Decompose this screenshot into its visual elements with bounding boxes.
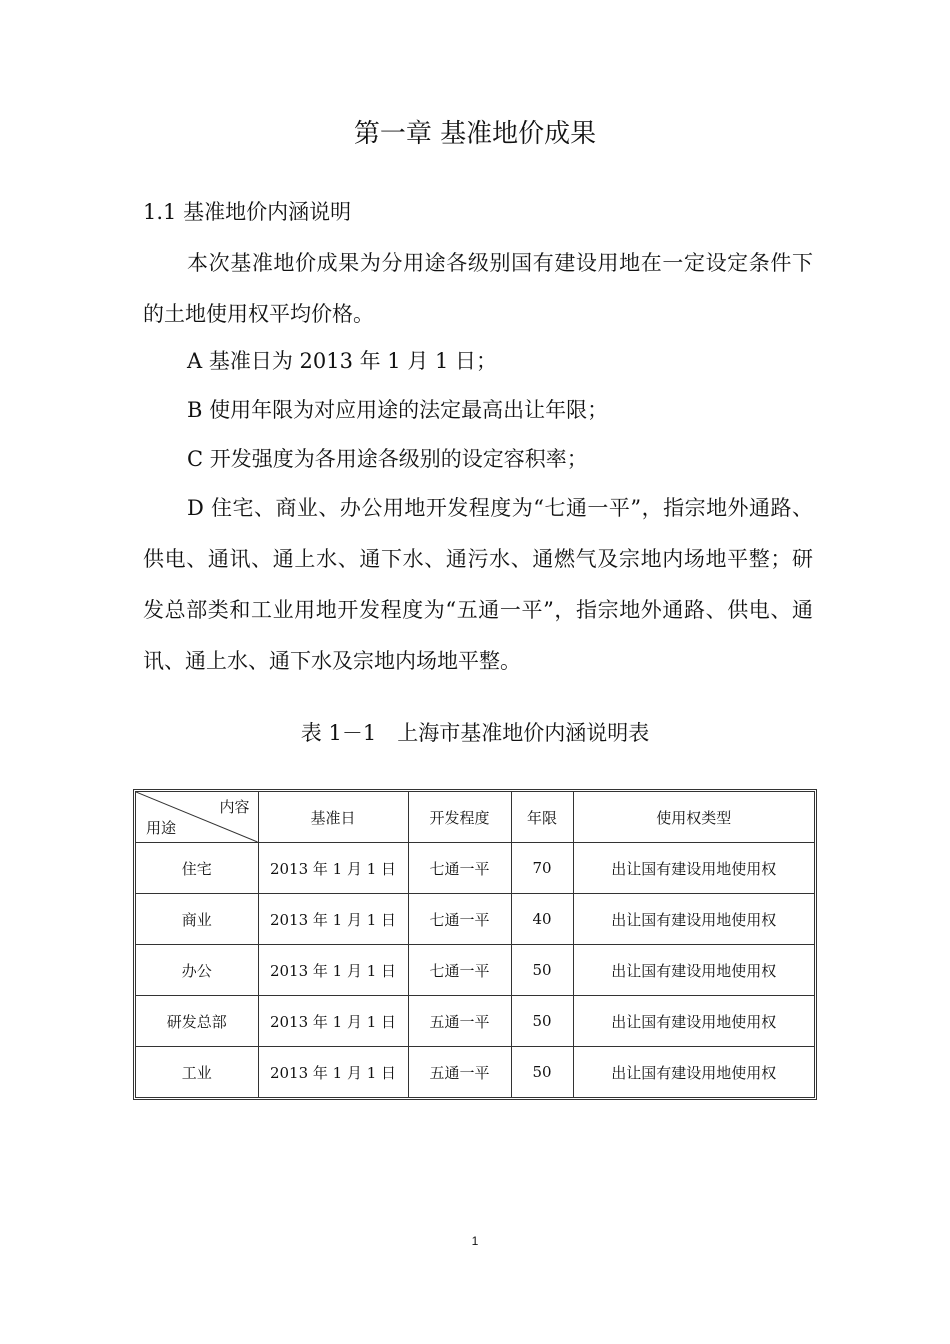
cell-type: 出让国有建设用地使用权	[573, 1047, 814, 1098]
cell-date: 2013 年 1 月 1 日	[258, 945, 408, 996]
cell-type: 出让国有建设用地使用权	[573, 945, 814, 996]
table-row	[136, 894, 814, 945]
paragraph-item-a: A 基准日为 2013 年 1 月 1 日；	[187, 349, 498, 373]
cell-date: 2013 年 1 月 1 日	[258, 843, 408, 894]
cell-type: 出让国有建设用地使用权	[573, 996, 814, 1047]
cell-years: 50	[511, 1047, 573, 1098]
paragraph-item-b: B 使用年限为对应用途的法定最高出让年限；	[187, 398, 609, 422]
table-row	[136, 945, 814, 996]
cell-use: 研发总部	[136, 996, 258, 1047]
cell-use: 工业	[136, 1047, 258, 1098]
header-use-label: 用途	[146, 819, 177, 837]
land-price-table	[133, 789, 817, 1100]
table-row	[136, 996, 814, 1047]
header-years: 年限	[511, 792, 573, 843]
cell-dev: 七通一平	[408, 894, 511, 945]
chapter-title: 第一章 基准地价成果	[353, 119, 597, 149]
paragraph-intro: 本次基准地价成果为分用途各级别国有建设用地在一定设定条件下的土地使用权平均价格。	[143, 251, 813, 326]
header-content-label: 内容	[219, 798, 250, 816]
cell-years: 70	[511, 843, 573, 894]
header-right-type: 使用权类型	[573, 792, 814, 843]
cell-years: 50	[511, 996, 573, 1047]
cell-years: 40	[511, 894, 573, 945]
paragraph-item-c: C 开发强度为各用途各级别的设定容积率；	[187, 447, 588, 471]
cell-date: 2013 年 1 月 1 日	[258, 996, 408, 1047]
table-row	[136, 843, 814, 894]
cell-dev: 七通一平	[408, 945, 511, 996]
page-number: 1	[471, 1234, 479, 1248]
cell-use: 商业	[136, 894, 258, 945]
paragraph-item-d: D 住宅、商业、办公用地开发程度为“七通一平”，指宗地外通路、供电、通讯、通上水、通下水、通污水、通燃气及宗地内场地平整；研发总部类和工业用地开发程度为“五通一平”，指宗地外通路、供电、通讯、通上水、通下水及宗地内场地平整。	[143, 496, 813, 673]
table-row	[136, 1047, 814, 1098]
cell-use: 办公	[136, 945, 258, 996]
section-heading: 1.1 基准地价内涵说明	[143, 200, 352, 224]
cell-use: 住宅	[136, 843, 258, 894]
cell-type: 出让国有建设用地使用权	[573, 894, 814, 945]
cell-date: 2013 年 1 月 1 日	[258, 894, 408, 945]
cell-date: 2013 年 1 月 1 日	[258, 1047, 408, 1098]
header-base-date: 基准日	[258, 792, 408, 843]
diagonal-header-cell	[136, 792, 258, 843]
cell-dev: 七通一平	[408, 843, 511, 894]
cell-dev: 五通一平	[408, 1047, 511, 1098]
header-dev-level: 开发程度	[408, 792, 511, 843]
table-header-row	[136, 792, 814, 843]
cell-type: 出让国有建设用地使用权	[573, 843, 814, 894]
cell-years: 50	[511, 945, 573, 996]
cell-dev: 五通一平	[408, 996, 511, 1047]
table-caption: 表 1－1 上海市基准地价内涵说明表	[300, 721, 650, 745]
